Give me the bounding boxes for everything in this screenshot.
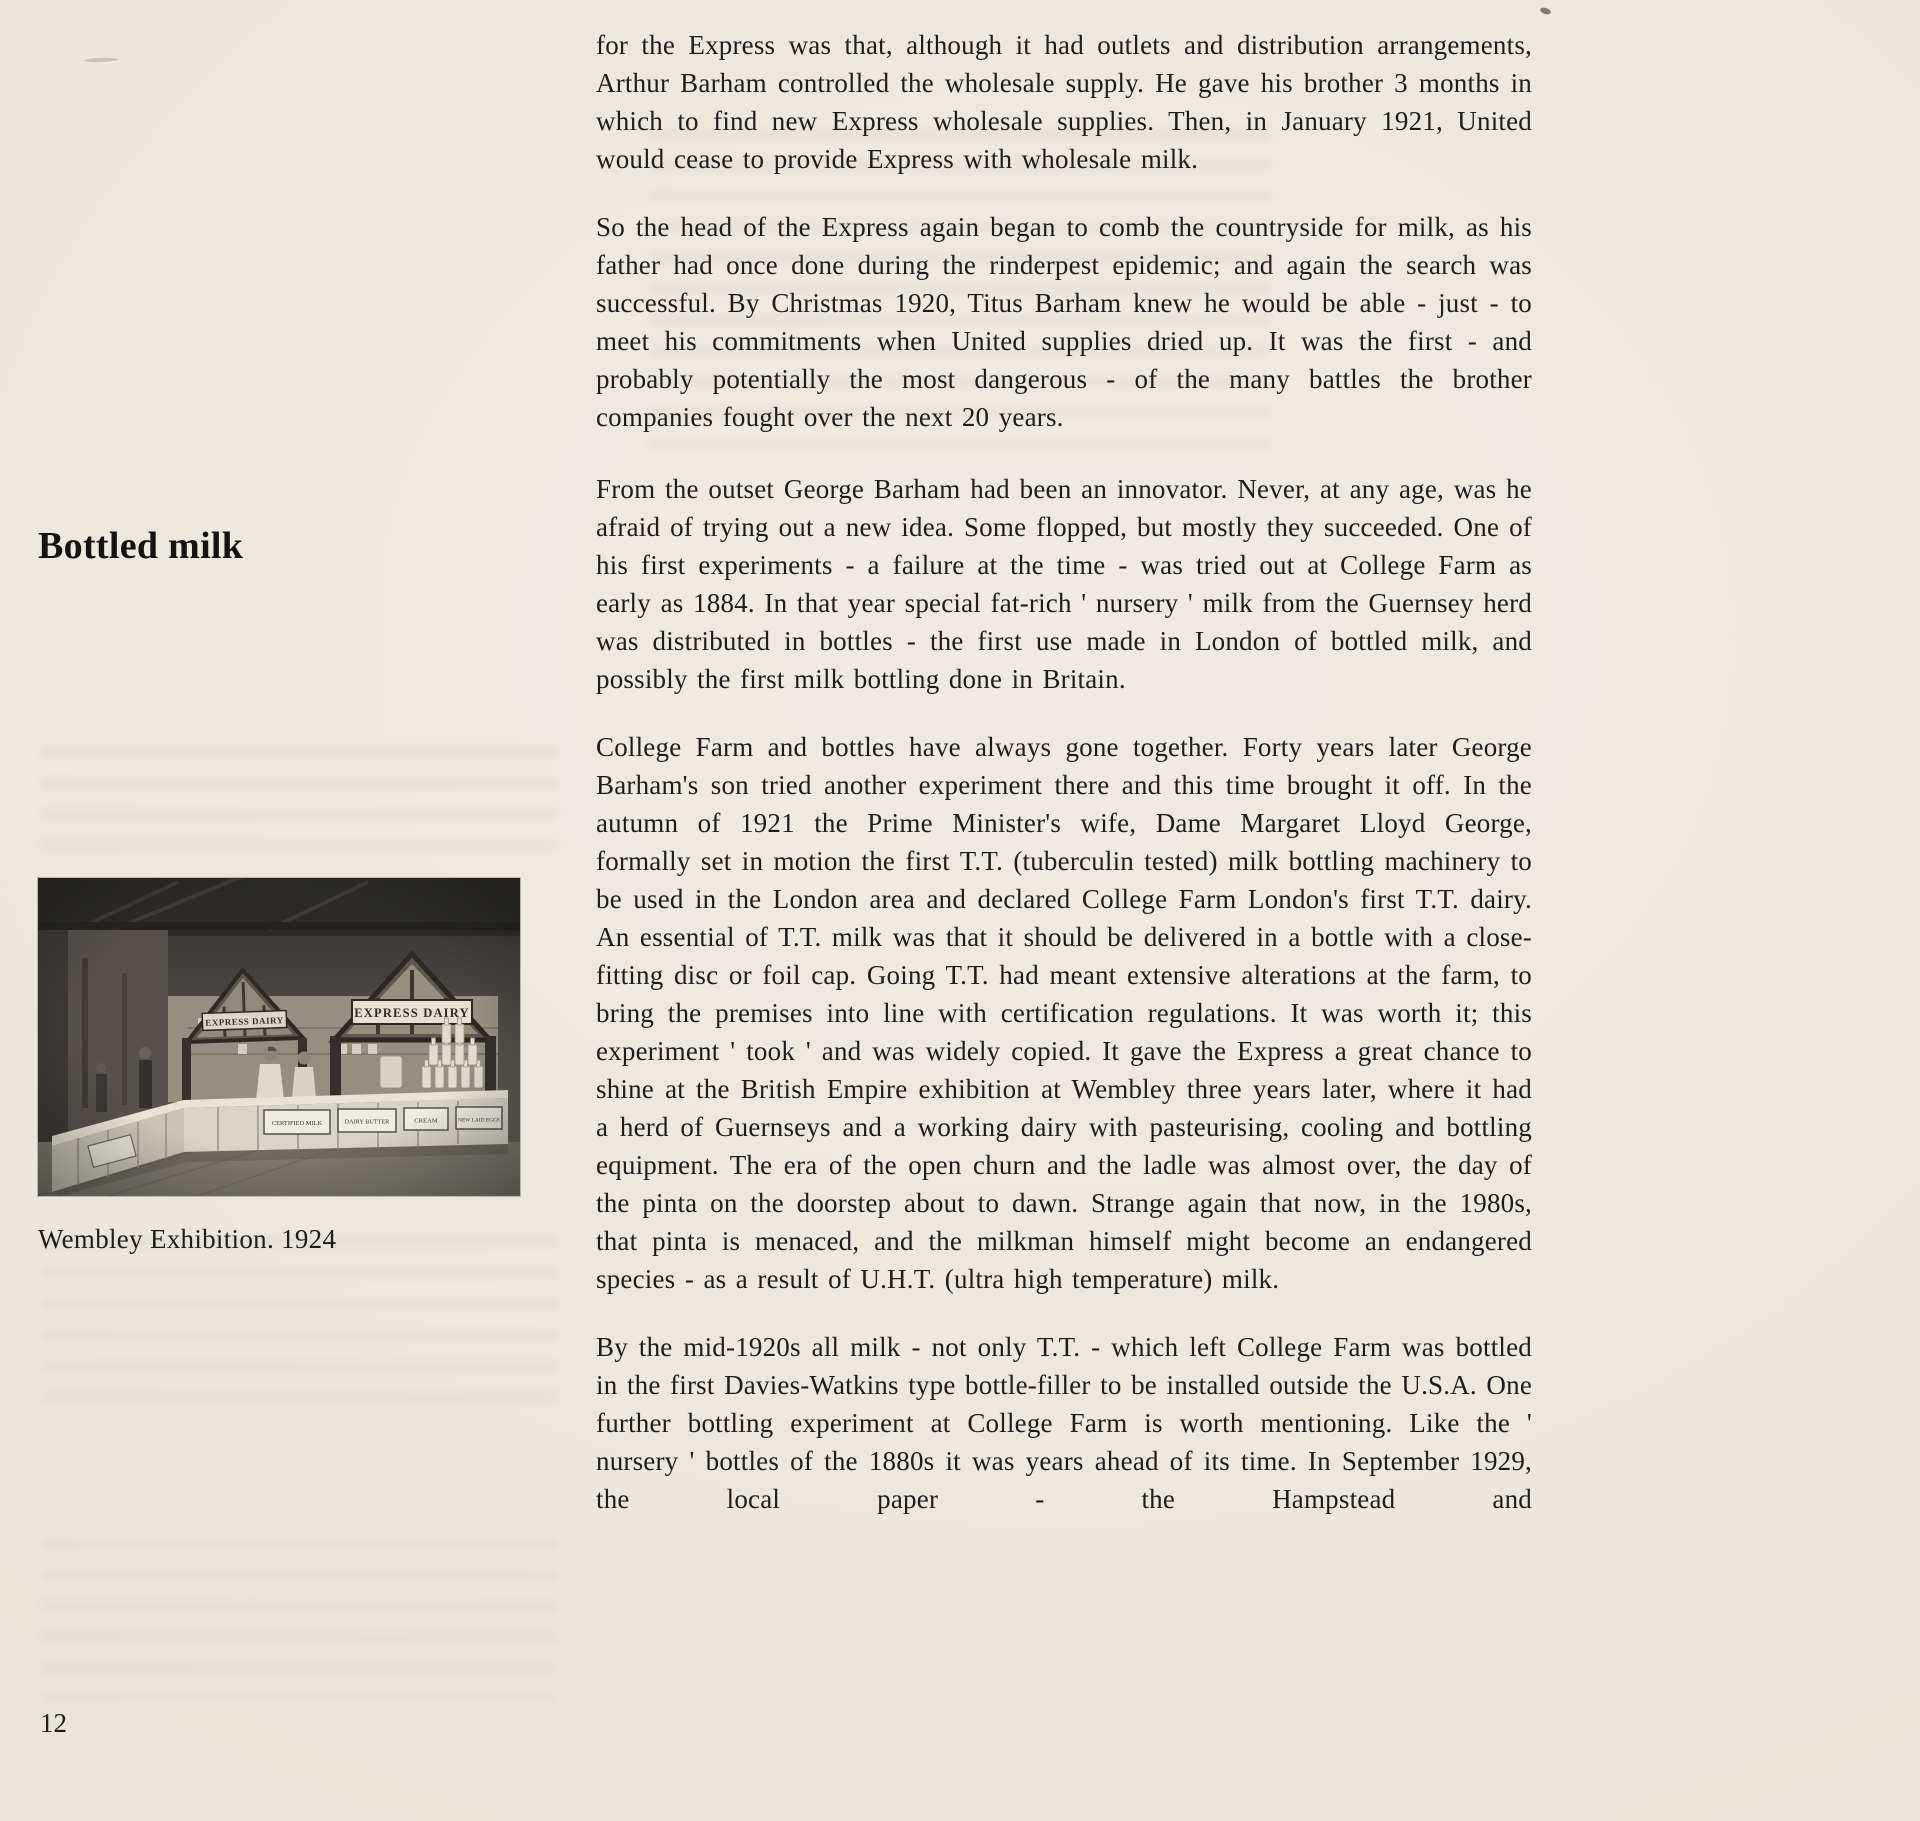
paragraph: College Farm and bottles have always gone together. Forty years later George Barham's son tried another experiment there and this time brought it off. In the autumn of 1921 the Prime Minister's wife, Dame Margaret Lloyd George, formally set in motion the first T.T. (tuberculin tested) milk bottling machinery to be used in the London area and declared College Farm London's first T.T. dairy. An essential of T.T. milk was that it should be delivered in a bottle with a close-fitting disc or foil cap. Going T.T. had meant extensive alterations at the farm, to bring the premises into line with certification regulations. It was worth it; this experiment ' took ' and was widely copied. It gave the Express a great chance to shine at the British Empire exhibition at Wembley three years later, where it had a herd of Guernseys and a working dairy with pasteurising, cooling and bottling equipment. The era of the open churn and the ladle was almost over, the day of the pinta on the doorstep about to dawn. Strange again that now, in the 1980s, that pinta is menaced, and the milkman himself might become an endangered species - as a result of U.H.T. (ultra high temperature) milk. <box>596 732 1532 1294</box>
wembley-exhibition-photo <box>38 878 520 1196</box>
main-text-column <box>596 26 1532 1548</box>
page-showthrough <box>42 1540 557 1700</box>
wembley-photo-figure <box>38 878 520 1255</box>
scan-speck <box>84 57 118 62</box>
paragraph: So the head of the Express again began to comb the countryside for milk, as his father had once done during the rinderpest epidemic; and again the search was successful. By Christmas 1920, Titus Barham knew he would be able - just - to meet his commitments when United supplies dried up. It was the first - and probably potentially the most dangerous - of the many battles the brother companies fought over the next 20 years. <box>596 212 1532 432</box>
section-heading: Bottled milk <box>38 525 244 567</box>
photo-caption: Wembley Exhibition. 1924 <box>38 1224 337 1254</box>
paragraph: From the outset George Barham had been an innovator. Never, at any age, was he afraid of trying out a new idea. Some flopped, but mostly they succeeded. One of his first experiments - a failure at the time - was tried out at College Farm as early as 1884. In that year special fat-rich ' nursery ' milk from the Guernsey herd was distributed in bottles - the first use made in London of bottled milk, and possibly the first milk bottling done in Britain. <box>596 474 1532 694</box>
page-showthrough <box>42 1238 557 1406</box>
page-number: 12 <box>40 1708 67 1738</box>
page-showthrough <box>42 748 557 860</box>
wembley-photo-illustration <box>38 878 520 1196</box>
paragraph: for the Express was that, although it had outlets and distribution arrangements, Arthur Barham controlled the wholesale supply. He gave his brother 3 months in which to find new Express wholesale supplies. Then, in January 1921, United would cease to provide Express with wholesale milk. <box>596 30 1532 174</box>
scan-speck <box>1539 6 1551 15</box>
paragraph: By the mid-1920s all milk - not only T.T. - which left College Farm was bottled in the first Davies-Watkins type bottle-filler to be installed outside the U.S.A. One further bottling experiment at College Farm is worth mentioning. Like the ' nursery ' bottles of the 1880s it was years ahead of its time. In September 1929, the local paper - the Hampstead and <box>596 1332 1532 1514</box>
